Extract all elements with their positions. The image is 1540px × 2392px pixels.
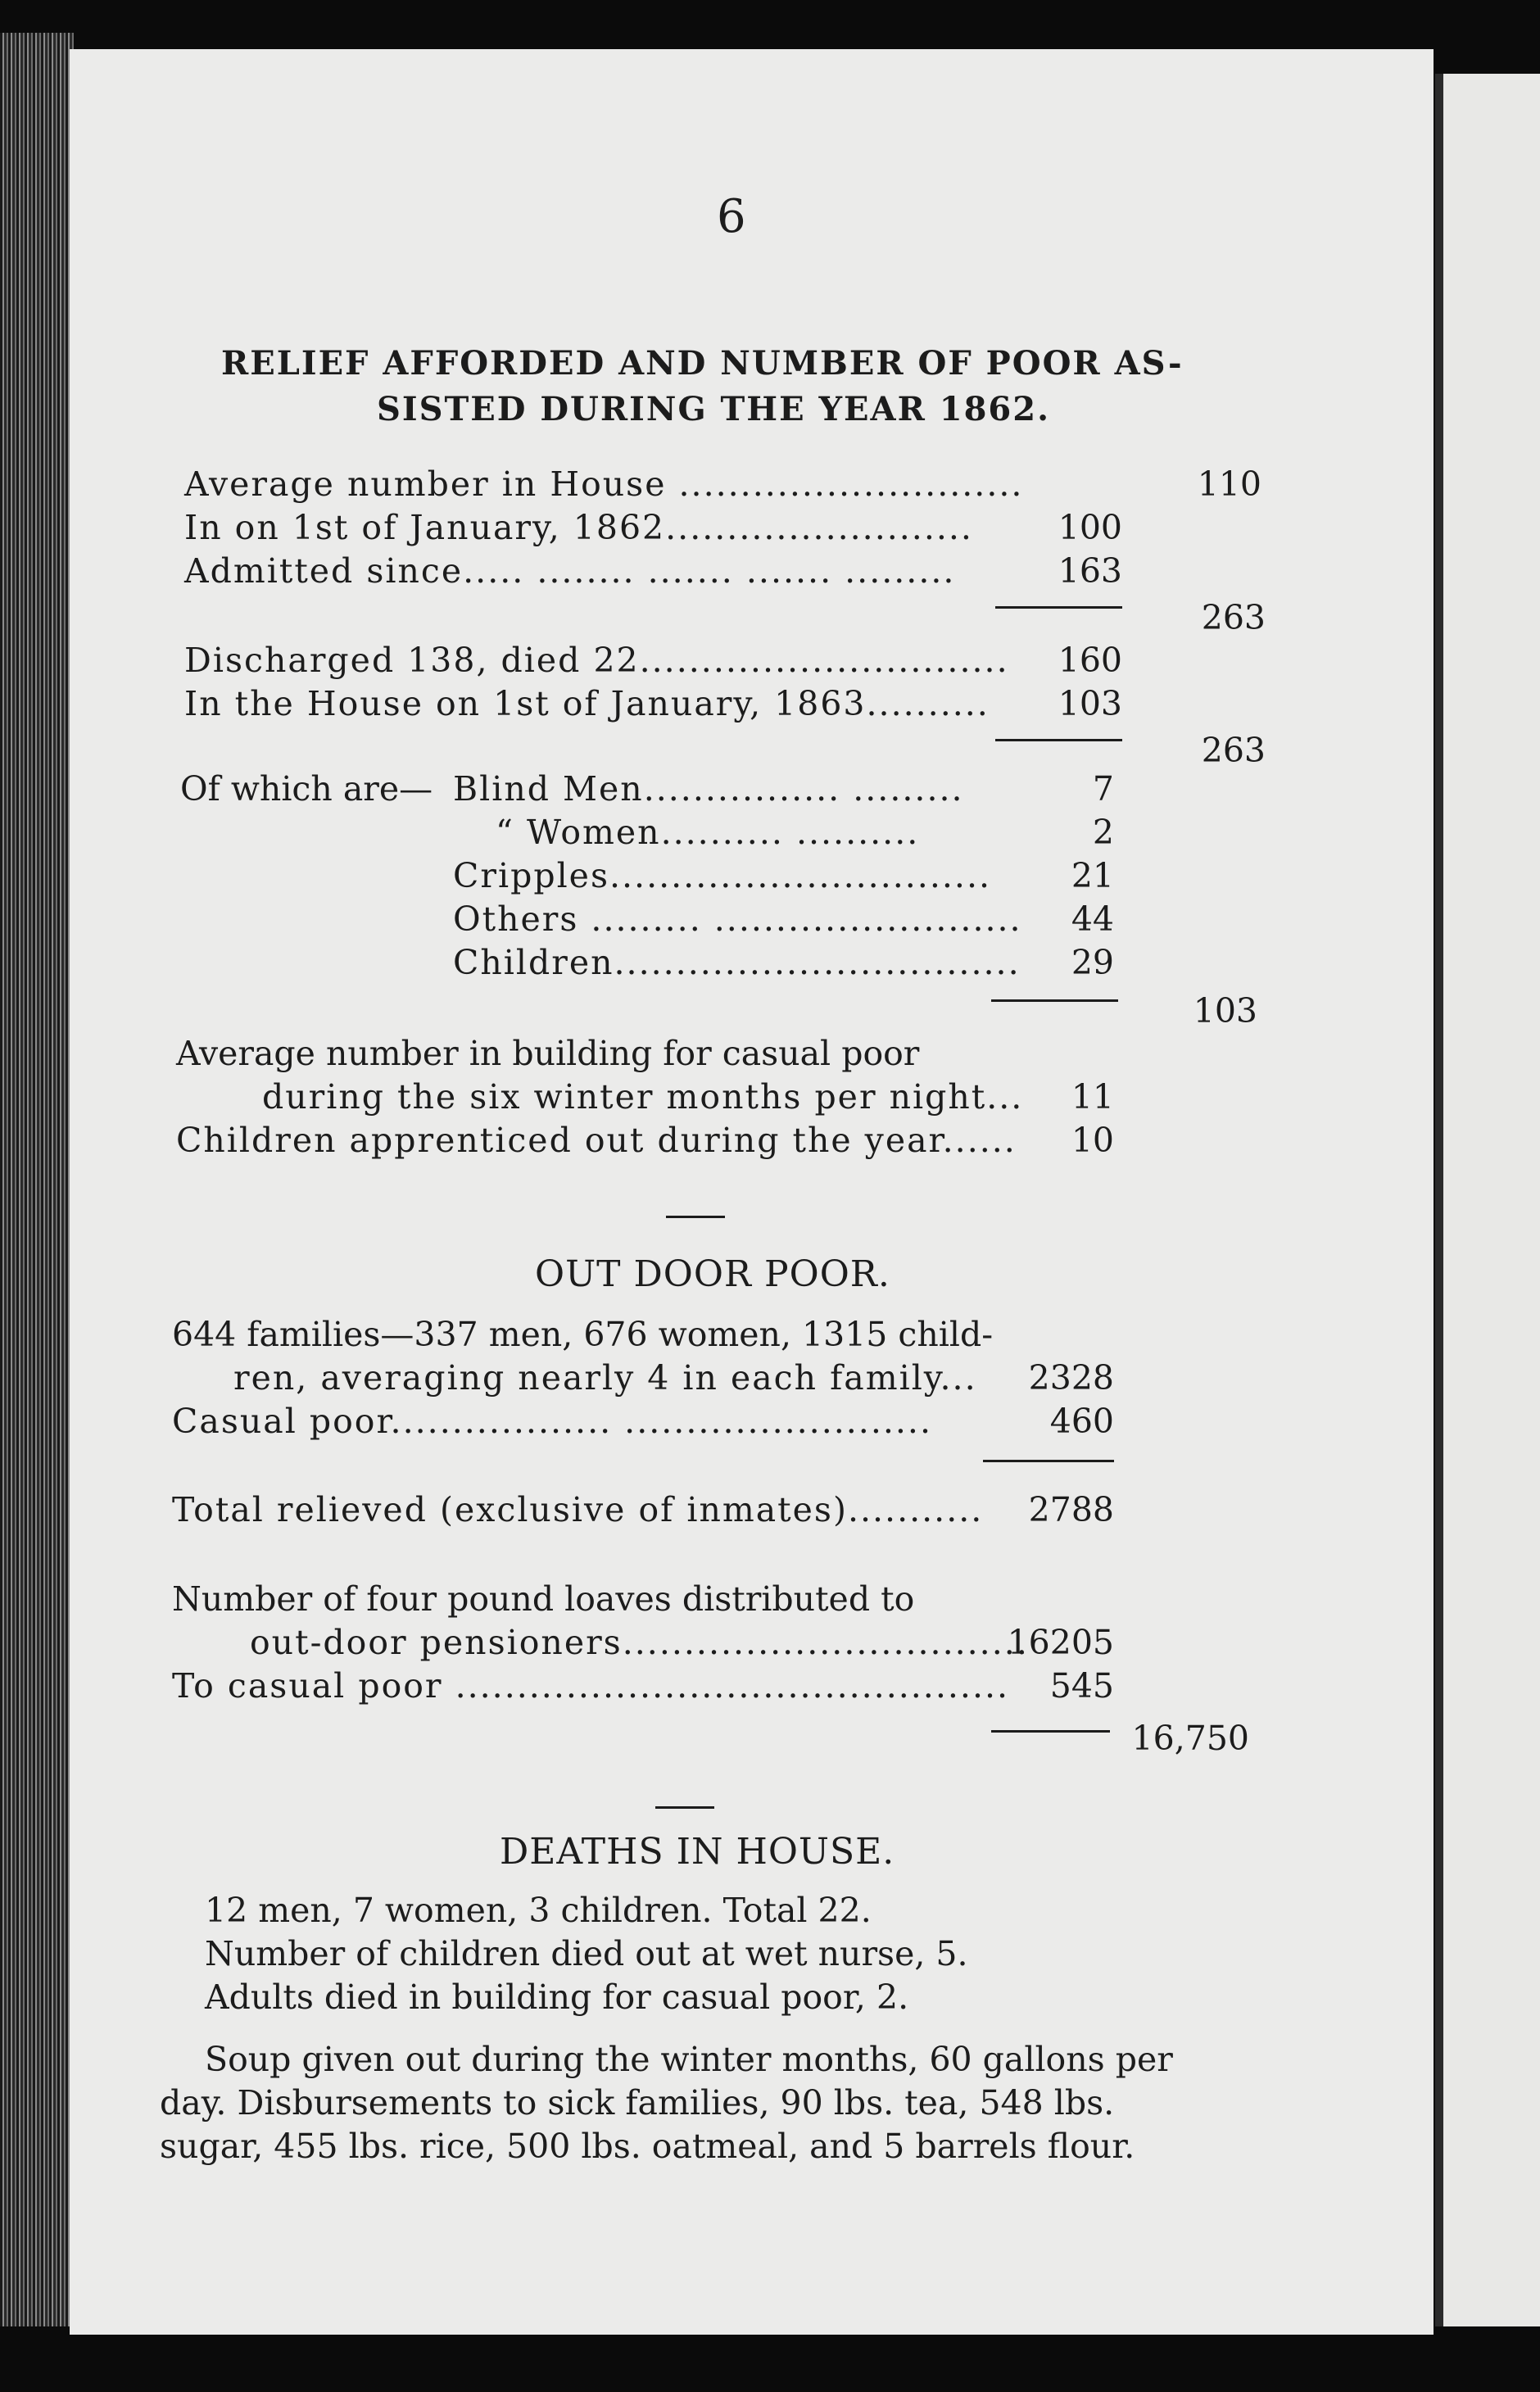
- soup-line1: Soup given out during the winter months, 60 gallons per: [205, 2040, 1173, 2079]
- families-value: 2328: [1028, 1358, 1114, 1398]
- apprenticed-label: Children apprenticed out during the year......: [176, 1121, 1017, 1160]
- book-spine: [0, 33, 74, 2326]
- of-which-prefix: Of which are—: [180, 769, 433, 809]
- facing-page: [1443, 74, 1540, 2326]
- loaves-value: 16205: [1007, 1623, 1114, 1662]
- sum-rule: [995, 739, 1122, 741]
- row-average-total: 110: [1197, 464, 1261, 504]
- deaths-heading: DEATHS IN HOUSE.: [500, 1831, 895, 1873]
- which-cripples-value: 21: [1071, 856, 1114, 895]
- casual-building-line1: Average number in building for casual poor: [176, 1034, 920, 1073]
- total-relieved-label: Total relieved (exclusive of inmates)...........: [172, 1490, 984, 1529]
- soup-line3: sugar, 455 lbs. rice, 500 lbs. oatmeal, and 5 barrels flour.: [160, 2127, 1135, 2166]
- to-casual-label: To casual poor .............................................: [172, 1666, 1010, 1706]
- apprenticed-value: 10: [1071, 1121, 1114, 1160]
- which-cripples-label: Cripples...............................: [453, 856, 992, 895]
- which-others-label: Others ......... .........................: [453, 899, 1022, 939]
- which-total: 103: [1193, 991, 1257, 1031]
- casual-building-line2: during the six winter months per night...: [262, 1077, 1024, 1117]
- row-in-house-value: 103: [1058, 684, 1122, 723]
- which-women-value: 2: [1092, 813, 1114, 852]
- sum-rule: [991, 999, 1118, 1002]
- soup-line2: day. Disbursements to sick families, 90 lbs. tea, 548 lbs.: [160, 2083, 1115, 2122]
- casual-poor-value: 460: [1049, 1402, 1114, 1441]
- page-number: 6: [717, 190, 746, 243]
- outdoor-heading: OUT DOOR POOR.: [535, 1253, 890, 1295]
- casual-building-value: 11: [1071, 1077, 1114, 1117]
- row-discharged-value: 160: [1058, 641, 1122, 680]
- sum-rule: [995, 606, 1122, 609]
- which-women-label: “ Women.......... ..........: [496, 813, 920, 852]
- relief-heading-line1: RELIEF AFFORDED AND NUMBER OF POOR AS-: [221, 344, 1184, 383]
- deaths-line2: Number of children died out at wet nurse, 5.: [205, 1934, 968, 1973]
- section-divider: [655, 1806, 714, 1809]
- families-line1: 644 families—337 men, 676 women, 1315 child-: [172, 1315, 994, 1354]
- families-line2: ren, averaging nearly 4 in each family...: [233, 1358, 977, 1398]
- deaths-line3: Adults died in building for casual poor, 2.: [205, 1977, 909, 2017]
- book-page: [70, 49, 1434, 2335]
- row-subtotal-2: 263: [1201, 731, 1266, 770]
- row-admitted-value: 163: [1058, 551, 1122, 591]
- loaves-total: 16,750: [1131, 1719, 1249, 1758]
- which-children-label: Children.................................: [453, 943, 1021, 982]
- total-relieved-value: 2788: [1028, 1490, 1114, 1529]
- row-subtotal-1: 263: [1201, 598, 1266, 637]
- to-casual-value: 545: [1049, 1666, 1114, 1706]
- row-admitted-label: Admitted since..... ........ ....... ....... .........: [184, 551, 956, 591]
- row-in-on-value: 100: [1058, 508, 1122, 547]
- which-others-value: 44: [1071, 899, 1114, 939]
- row-in-house-label: In the House on 1st of January, 1863..........: [184, 684, 990, 723]
- which-children-value: 29: [1071, 943, 1114, 982]
- row-in-on-label: In on 1st of January, 1862.........................: [184, 508, 973, 547]
- casual-poor-label: Casual poor.................. .........................: [172, 1402, 932, 1441]
- page-gutter: [1435, 74, 1443, 2326]
- sum-rule: [991, 1730, 1110, 1733]
- row-average-label: Average number in House ............................: [184, 464, 1024, 504]
- relief-heading-line2: SISTED DURING THE YEAR 1862.: [377, 390, 1050, 428]
- deaths-line1: 12 men, 7 women, 3 children. Total 22.: [205, 1891, 872, 1930]
- row-discharged-label: Discharged 138, died 22..............................: [184, 641, 1009, 680]
- sum-rule: [983, 1460, 1114, 1462]
- loaves-line2: out-door pensioners.................................: [250, 1623, 1029, 1662]
- which-blind-men-label: Blind Men................ .........: [453, 769, 964, 809]
- section-divider: [666, 1216, 725, 1218]
- which-blind-men-value: 7: [1092, 769, 1114, 809]
- loaves-line1: Number of four pound loaves distributed to: [172, 1579, 915, 1619]
